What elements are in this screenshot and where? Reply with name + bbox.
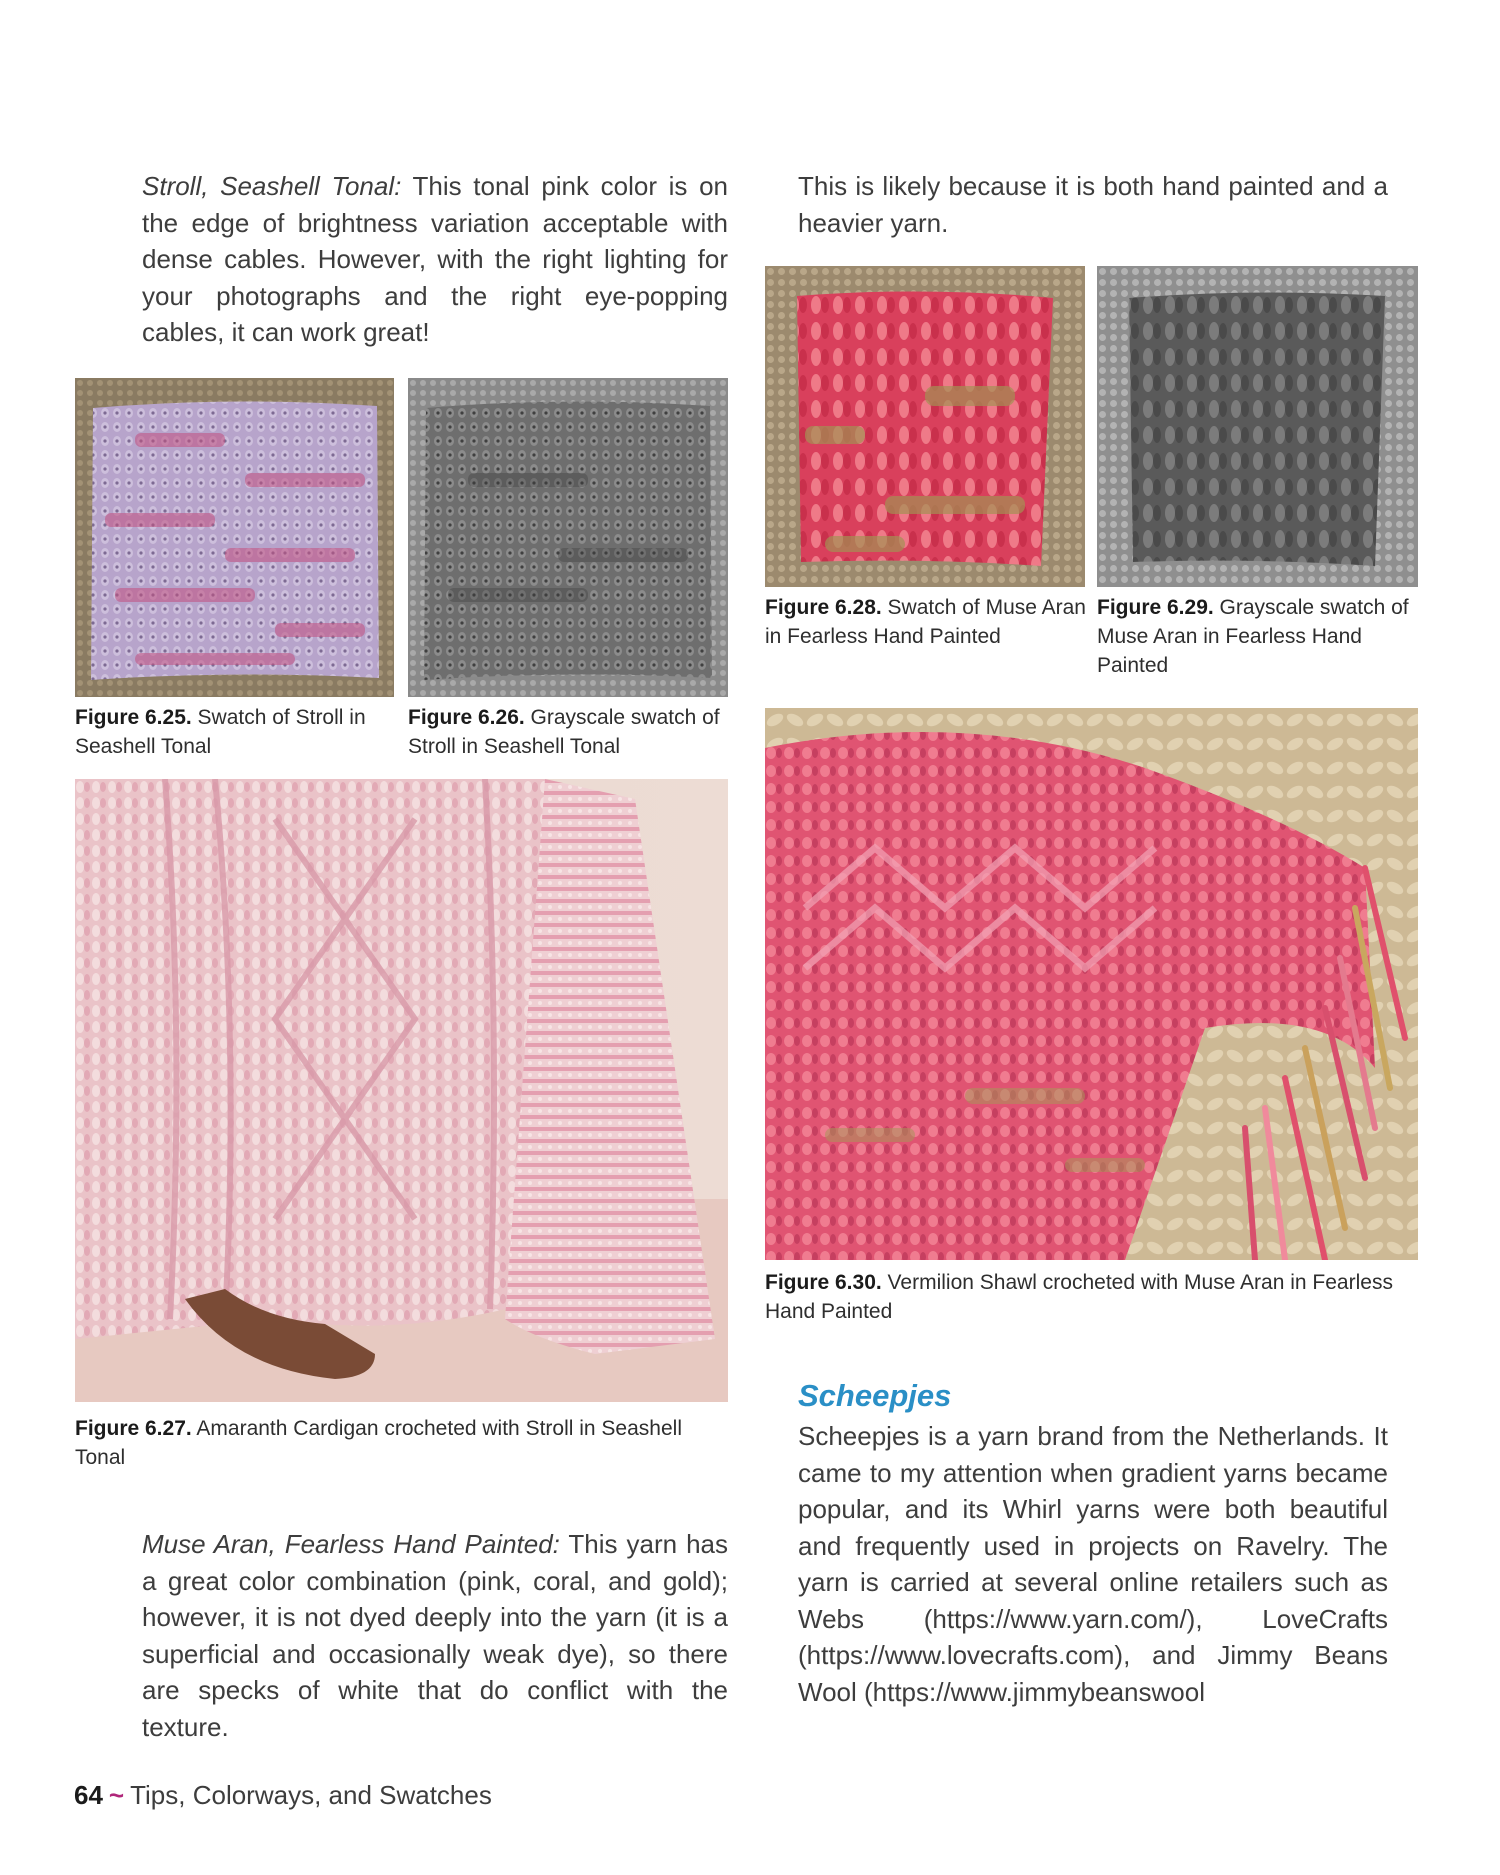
figure-6-28-text: Swatch of Muse Aran in Fearless Hand Painted: [765, 596, 1086, 648]
figure-6-27-photo: [75, 779, 728, 1402]
muse-aran-paragraph-lead: Muse Aran, Fearless Hand Painted:: [142, 1529, 560, 1559]
stroll-paragraph-text: This tonal pink color is on the edge of brightness variation acceptable with dense cables. However, with the right lighting for your photographs and the right eye-popping cables, it can work great!: [142, 171, 728, 347]
figure-6-25-caption: [75, 703, 395, 761]
figure-6-30-photo: [765, 708, 1418, 1260]
figure-6-28-photo: [765, 266, 1085, 587]
figure-6-25-text: Swatch of Stroll in Seashell Tonal: [75, 706, 366, 758]
figure-6-29-caption: [1097, 593, 1419, 680]
figure-6-29-text: Grayscale swatch of Muse Aran in Fearless Hand Painted: [1097, 596, 1409, 677]
muse-aran-paragraph: [142, 1526, 728, 1745]
figure-6-25-photo: [75, 378, 394, 697]
figure-6-27-text: Amaranth Cardigan crocheted with Stroll in Seashell Tonal: [75, 1417, 682, 1469]
footer-section-title: Tips, Colorways, and Swatches: [130, 1780, 492, 1810]
page-number: 64: [74, 1780, 103, 1810]
figure-6-28-caption: [765, 593, 1087, 651]
scheepjes-heading: Scheepjes: [798, 1378, 952, 1413]
figure-6-29-label: Figure 6.29.: [1097, 596, 1214, 619]
figure-6-29-photo: [1097, 266, 1418, 587]
page-footer: [74, 1780, 492, 1811]
stroll-paragraph: [142, 168, 728, 351]
stroll-paragraph-lead: Stroll, Seashell Tonal:: [142, 171, 402, 201]
figure-6-26-photo: [408, 378, 728, 697]
figure-6-27-caption: [75, 1414, 728, 1472]
figure-6-30-label: Figure 6.30.: [765, 1271, 882, 1294]
figure-6-27-label: Figure 6.27.: [75, 1417, 192, 1440]
footer-separator: ~: [108, 1780, 125, 1810]
figure-6-30-text: Vermilion Shawl crocheted with Muse Aran in Fearless Hand Painted: [765, 1271, 1393, 1323]
continued-paragraph: This is likely because it is both hand painted and a heavier yarn.: [798, 171, 1388, 238]
figure-6-28-label: Figure 6.28.: [765, 596, 882, 619]
muse-aran-paragraph-text: This yarn has a great color combination (pink, coral, and gold); however, it is not dyed deeply into the yarn (it is a superficial and occasionally weak dye), so there are specks of white that do conflict with the texture.: [142, 1529, 728, 1742]
figure-6-30-caption: [765, 1268, 1418, 1326]
figure-6-25-label: Figure 6.25.: [75, 706, 192, 729]
scheepjes-paragraph: Scheepjes is a yarn brand from the Netherlands. It came to my attention when gradient yarns became popular, and its Whirl yarns were both beautiful and frequently used in projects on Ravelry. The yarn is carried at several online retailers such as Webs (https://www.yarn.com/), LoveCrafts (https://www.lovecrafts.com), and Jimmy Beans Wool (https://www.jimmybeanswool: [798, 1421, 1388, 1707]
figure-6-26-caption: [408, 703, 728, 761]
figure-6-26-text: Grayscale swatch of Stroll in Seashell Tonal: [408, 706, 720, 758]
figure-6-26-label: Figure 6.26.: [408, 706, 525, 729]
